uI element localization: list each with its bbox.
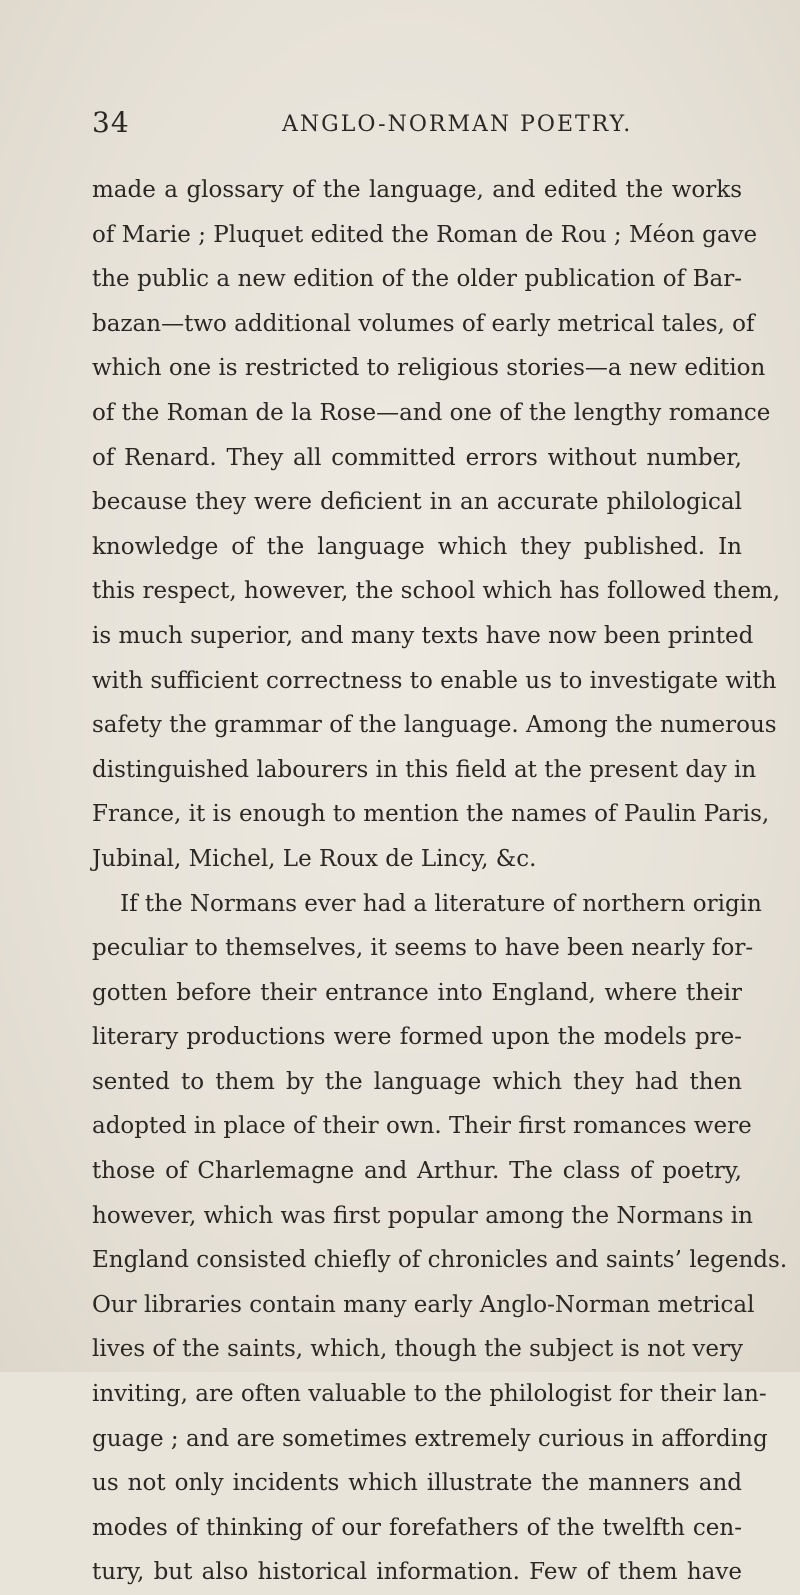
text-line: knowledge of the language which they published. In <box>92 533 742 560</box>
text-line: peculiar to themselves, it seems to have been nearly for- <box>92 935 754 962</box>
text-line: of Marie ; Pluquet edited the Roman de Rou ; Méon gave <box>92 221 758 248</box>
text-line: tury, but also historical information. Few of them have <box>92 1559 742 1586</box>
text-line: gotten before their entrance into England, where their <box>92 979 742 1006</box>
text-line: with sufficient correctness to enable us to investigate with <box>92 667 777 694</box>
text-line: made a glossary of the language, and edited the works <box>92 177 742 203</box>
text-line: literary productions were formed upon the models pre- <box>92 1024 742 1051</box>
text-line: Our libraries contain many early Anglo-Norman metrical <box>92 1291 755 1318</box>
text-line: sented to them by the language which they had then <box>92 1068 742 1095</box>
paragraph-first-line: If the Normans ever had a literature of northern origin <box>120 890 762 917</box>
text-line: is much superior, and many texts have now been printed <box>92 622 754 649</box>
running-head: ANGLO-NORMAN POETRY. <box>282 112 633 137</box>
text-line: of Renard. They all committed errors without number, <box>92 444 742 471</box>
text-line: modes of thinking of our forefathers of the twelfth cen- <box>92 1514 742 1541</box>
text-line: of the Roman de la Rose—and one of the lengthy romance <box>92 399 771 426</box>
text-line: bazan—two additional volumes of early metrical tales, of <box>92 310 755 337</box>
text-line: distinguished labourers in this field at the present day in <box>92 756 757 783</box>
text-line: safety the grammar of the language. Among the numerous <box>92 712 777 739</box>
text-line: those of Charlemagne and Arthur. The class of poetry, <box>92 1158 742 1185</box>
text-line: however, which was first popular among the Normans in <box>92 1202 753 1229</box>
text-line: this respect, however, the school which has followed them, <box>92 578 781 605</box>
text-line: inviting, are often valuable to the philologist for their lan- <box>92 1381 767 1408</box>
text-line: lives of the saints, which, though the subject is not very <box>92 1336 743 1363</box>
page-number: 34 <box>92 106 130 139</box>
text-line: because they were deficient in an accurate philological <box>92 489 742 516</box>
text-line: us not only incidents which illustrate the manners and <box>92 1470 742 1497</box>
text-line: Jubinal, Michel, Le Roux de Lincy, &c. <box>92 845 537 872</box>
text-line: adopted in place of their own. Their first romances were <box>92 1113 752 1140</box>
text-line: which one is restricted to religious stories—a new edition <box>92 355 766 382</box>
body-text <box>92 168 788 1595</box>
page-header <box>92 106 742 146</box>
text-line: the public a new edition of the older publication of Bar- <box>92 266 742 293</box>
text-line: France, it is enough to mention the names of Paulin Paris, <box>92 801 770 828</box>
text-line: guage ; and are sometimes extremely curious in affording <box>92 1425 768 1452</box>
text-line: England consisted chiefly of chronicles and saints’ legends. <box>92 1247 788 1274</box>
